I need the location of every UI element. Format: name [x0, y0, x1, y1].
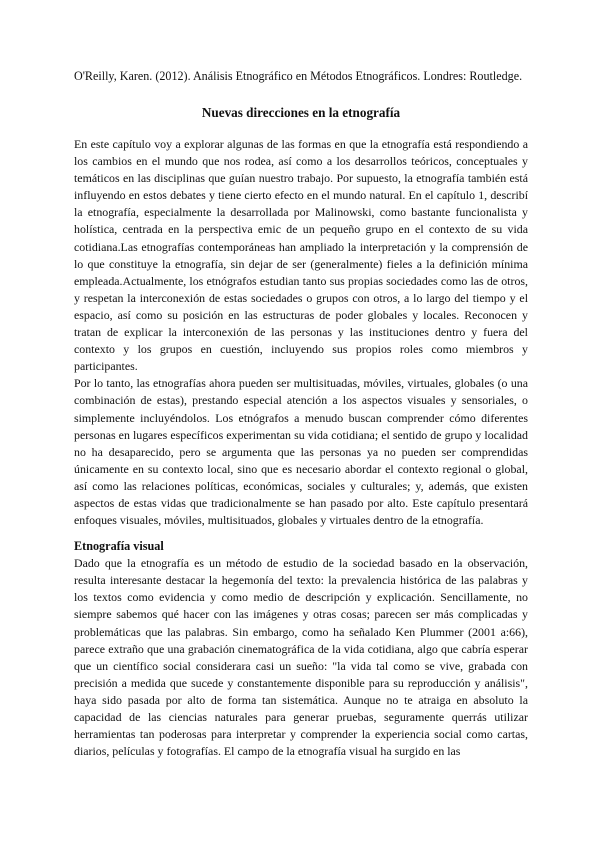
document-page — [74, 68, 528, 760]
intro-paragraph-2: Por lo tanto, las etnografías ahora pueden ser multisituadas, móviles, virtuales, globales (o una combinación de estas), prestando especial atención a los aspectos visuales y sensoriales, o simplemente incluyéndolos. Los etnógrafos a menudo buscan comprender cómo diferentes personas en lugares específicos experimentan su vida cotidiana; el sentido de grupo y localidad no ha desaparecido, pero se argumenta que las personas ya no pueden ser comprendidas únicamente en su contexto local, sino que es necesario abordar el contexto regional o global, así como las relaciones políticas, económicas, sociales y culturales; y, además, que existen aspectos de estas vidas que tradicionalmente se han pasado por alto. Este capítulo presentará enfoques visuales, móviles, multisituados, globales y virtuales dentro de la etnografía. — [74, 376, 528, 528]
intro-paragraph-1: En este capítulo voy a explorar algunas de las formas en que la etnografía está respondiendo a los cambios en el mundo que nos rodea, así como a los desarrollos teóricos, conceptuales y temáticos en las disciplinas que guían nuestro trabajo. Por supuesto, la etnografía también está influyendo en estos debates y tiene cierto efecto en el mundo natural. En el capítulo 1, describí la etnografía, especialmente la desarrollada por Malinowski, como bastante funcionalista y holística, centrada en la perspectiva emic de un pequeño grupo en el contexto de su vida cotidiana.Las etnografías contemporáneas han ampliado la interpretación y la comprensión de lo que constituye la etnografía, sin dejar de ser (generalmente) fieles a la definición mínima empleada.Actualmente, los etnógrafos estudian tanto sus propias sociedades como las de otros, y respetan la interconexión de estas sociedades o grupos con otros, a lo largo del tiempo y el espacio, así como su posición en las estructuras de poder globales y locales. Reconocen y tratan de explicar la interconexión de las personas y las instituciones dentro y fuera del contexto y los grupos en cuestión, incluyendo sus propios roles como miembros y participantes. — [74, 137, 528, 374]
bibliographic-citation: O'Reilly, Karen. (2012). Análisis Etnográfico en Métodos Etnográficos. Londres: Routledge. — [74, 69, 523, 83]
section-heading-visual-ethnography: Etnografía visual — [74, 539, 164, 554]
section-paragraph: Dado que la etnografía es un método de estudio de la sociedad basado en la observación, resulta interesante destacar la hegemonía del texto: la prevalencia histórica de las palabras y los textos como evidencia y como medio de descripción y explicación. Sencillamente, no siempre sabemos qué hacer con las imágenes y otras cosas; parecen ser más complicadas y problemáticas que las palabras. Sin embargo, como ha señalado Ken Plummer (2001 a:66), parece extraño que una grabación cinematográfica de la vida cotidiana, algo que cabría esperar que un científico social considerara casi un sueño: "la vida tal como se vive, grabada con precisión a medida que sucede y constantemente disponible para su reproducción y análisis", haya sido pasada por alto de forma tan sistemática. Aunque no te atraiga en absoluto la capacidad de las ciencias naturales para generar pruebas, seguramente querrás utilizar herramientas tan poderosas para interpretar y comprender la experiencia social como cartas, diarios, películas y fotografías. El campo de la etnografía visual ha surgido en las — [74, 556, 528, 759]
chapter-title: Nuevas direcciones en la etnografía — [201, 105, 401, 120]
